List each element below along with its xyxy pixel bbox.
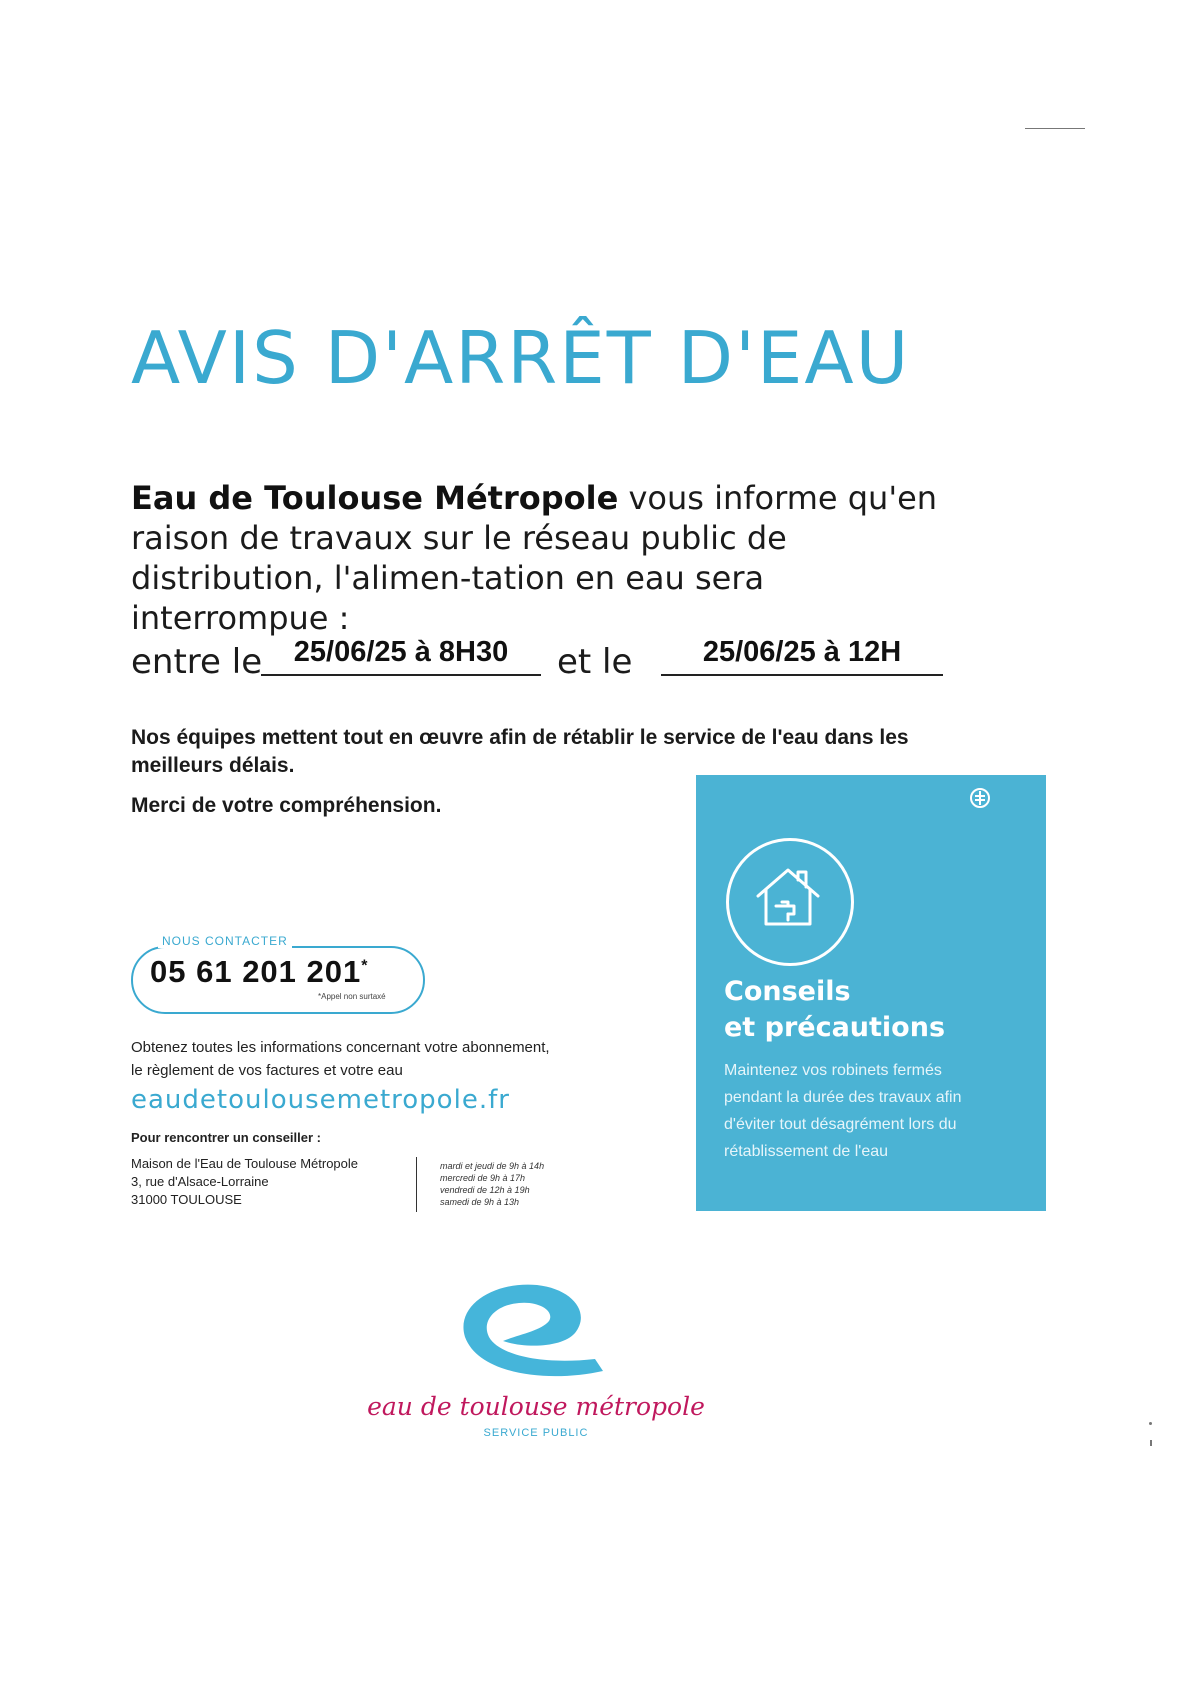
advisor-heading: Pour rencontrer un conseiller : (131, 1130, 321, 1145)
advice-title-line-2: et précautions (724, 1012, 946, 1043)
house-tap-icon (748, 858, 828, 938)
hours-line-3: vendredi de 12h à 19h (440, 1185, 530, 1195)
phone-number[interactable] (150, 954, 368, 990)
eau-logo-mark (445, 1275, 610, 1385)
info-line-2: le règlement de vos factures et votre eau (131, 1062, 403, 1079)
office-address (131, 1155, 358, 1209)
page-title: AVIS D'ARRÊT D'EAU (131, 316, 911, 400)
contact-info (131, 1036, 671, 1082)
end-date-value: 25/06/25 à 12H (661, 632, 943, 676)
interruption-dates (131, 632, 951, 684)
scan-speck (1150, 1440, 1152, 1446)
scan-speck (1025, 128, 1085, 129)
website-link[interactable]: eaudetoulousemetropole.fr (131, 1085, 510, 1115)
advice-text: Maintenez vos robinets fermés pendant la durée des travaux afin d'éviter tout désagrément lors du rétablissement de l'eau (724, 1062, 962, 1160)
address-line-3: 31000 TOULOUSE (131, 1192, 242, 1207)
logo-wordmark: eau de toulouse métropole (367, 1392, 705, 1421)
advice-title-line-1: Conseils (724, 976, 851, 1007)
fsc-logo-icon (969, 787, 991, 809)
start-date-value: 25/06/25 à 8H30 (261, 632, 541, 676)
thanks-statement: Merci de votre compréhension. (131, 794, 442, 817)
phone-digits: 05 61 201 201 (150, 954, 362, 989)
contact-label: NOUS CONTACTER (158, 934, 292, 948)
hours-line-4: samedi de 9h à 13h (440, 1197, 520, 1207)
info-line-1: Obtenez toutes les informations concernant votre abonnement, (131, 1039, 550, 1056)
start-date-label: entre le (131, 642, 263, 682)
opening-hours (440, 1160, 544, 1208)
address-line-2: 3, rue d'Alsace-Lorraine (131, 1174, 269, 1189)
intro-text: vous informe qu'en raison de travaux sur le réseau public de distribution, l'alimen-tation en eau sera interrompue : (131, 479, 938, 637)
org-name: Eau de Toulouse Métropole (131, 479, 619, 517)
address-line-1: Maison de l'Eau de Toulouse Métropole (131, 1156, 358, 1171)
phone-note: *Appel non surtaxé (318, 992, 386, 1001)
effort-statement: Nos équipes mettent tout en œuvre afin de rétablir le service de l'eau dans les meilleurs délais. (131, 726, 909, 777)
end-date-label: et le (557, 642, 633, 682)
hours-line-1: mardi et jeudi de 9h à 14h (440, 1161, 545, 1171)
advice-title (724, 974, 945, 1046)
hours-line-2: mercredi de 9h à 17h (440, 1173, 526, 1183)
hours-divider (416, 1157, 417, 1212)
scan-speck (1149, 1422, 1152, 1425)
phone-asterisk: * (361, 957, 369, 975)
intro-paragraph (131, 478, 951, 638)
logo-subtitle: SERVICE PUBLIC (483, 1427, 589, 1439)
